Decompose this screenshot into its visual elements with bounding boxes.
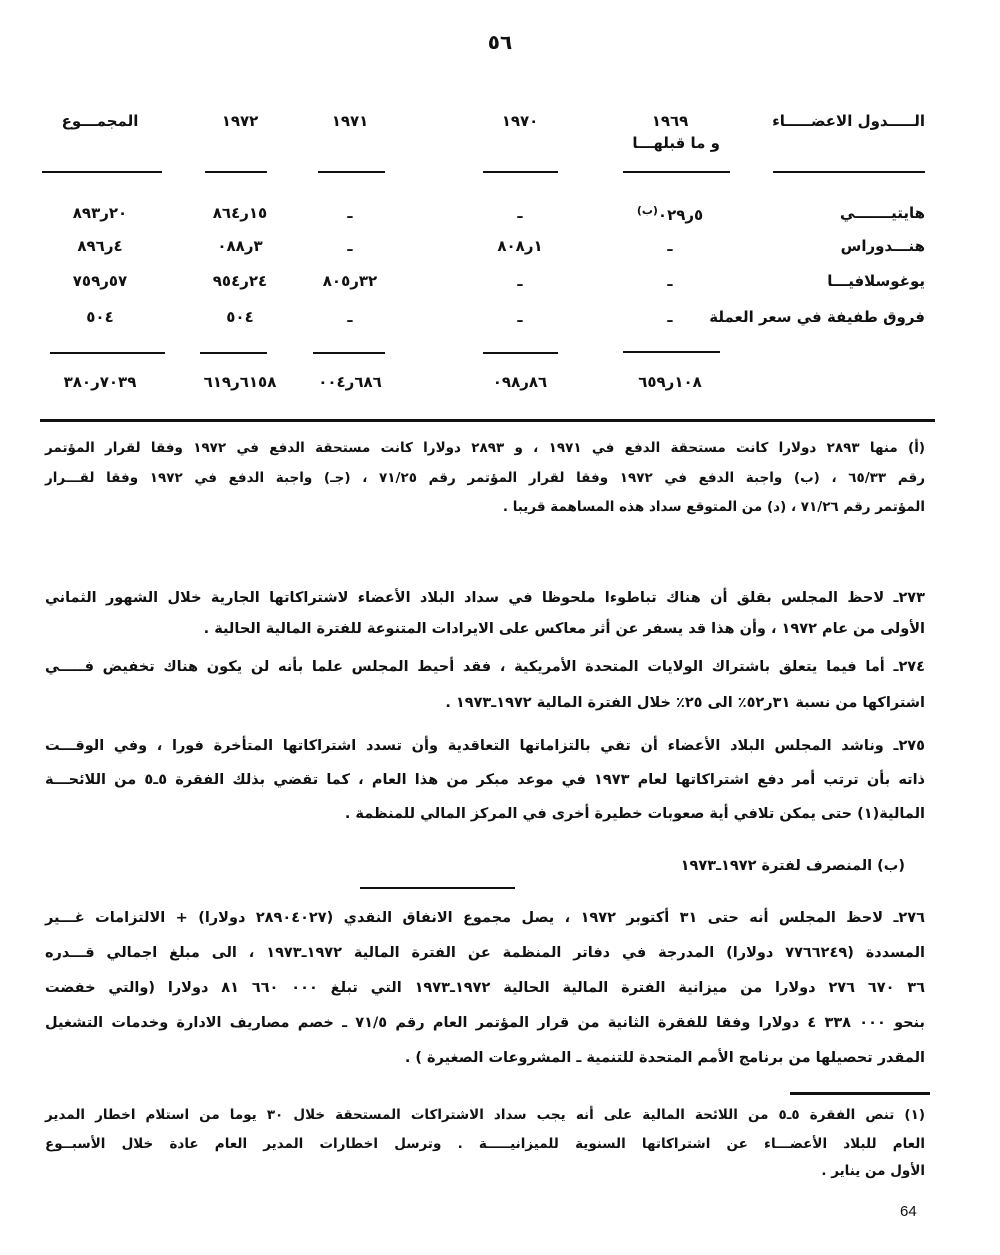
paragraph-274: اشتراكها من نسبة ٣١ر٥٢٪ الى ٢٥٪ خلال الفترة المالية ١٩٧٢ـ١٩٧٣ . (445, 695, 925, 711)
total-1970: ٨٦ر٠٩٨ (492, 373, 548, 391)
table-note: (أ) منها ٢٨٩٣ دولارا كانت مستحقة الدفع في ١٩٧١ ، و ٢٨٩٣ دولارا كانت مستحقة الدفع في ١٩٧٢ وفقا لقرار المؤتمر (45, 440, 926, 456)
cell-1969: ـ (667, 272, 673, 290)
cell-1972: ٥٠٤ (226, 308, 254, 326)
paragraph-276: ٢٧٦ـ لاحظ المجلس أنه حتى ٣١ أكتوبر ١٩٧٢ ، يصل مجموع الانفاق النقدي (٢٨٩٠٤٠٢٧ دولارا) + الالتزامات غـــير (45, 910, 925, 926)
header-1969-sub: و ما قبلهـــا (632, 134, 720, 152)
cell-1972: ٢٤ر٩٥٤ (212, 272, 268, 290)
cell-1971: ـ (347, 308, 353, 326)
row-name: فروق طفيفة في سعر العملة (709, 308, 925, 326)
header-rule (773, 171, 925, 173)
page-number: ٥٦ (487, 30, 513, 54)
total-rule (623, 351, 720, 353)
cell-1969: ـ (667, 308, 673, 326)
paragraph-275: ذاته بأن ترتب أمر دفع اشتراكاتها لعام ١٩٧٣ في موعد مبكر من هذا العام ، كما تقضي بذلك الفقرة ٥ـ٥ من اللائحـــة (45, 772, 925, 788)
paragraph-275: ٢٧٥ـ وناشد المجلس البلاد الأعضاء أن تفي بالتزاماتها التعاقدية وأن تسدد اشتراكاتها المتأخرة فورا ، وفي الوقـــت (45, 738, 925, 754)
footnote-divider (790, 1092, 930, 1095)
total-rule (483, 352, 558, 354)
section-divider (40, 419, 935, 422)
cell-total: ٥٧ر٧٥٩ (72, 272, 128, 290)
cell-1971: ـ (347, 204, 353, 222)
cell-1970: ـ (517, 308, 523, 326)
cell-total: ٤ر٨٩٦ (77, 237, 123, 255)
footnote: الأول من يناير . (821, 1163, 925, 1179)
header-1971: ١٩٧١ (331, 112, 369, 130)
cell-1971: ـ (347, 237, 353, 255)
cell-1970: ـ (517, 204, 523, 222)
cell-total: ٥٠٤ (86, 308, 114, 326)
paragraph-275: المالية(١) حتى يمكن تلافي أية صعوبات خطيرة أخرى في المركز المالي للمنظمة . (344, 806, 925, 822)
total-1972: ٦١٥٨ر٦١٩ (203, 373, 277, 391)
cell-1972: ١٥ر٨٦٤ (212, 204, 268, 222)
total-rule (50, 352, 165, 354)
cell-1969: ٥ر٠٢٩ (657, 206, 704, 224)
total-sum: ٧٠٣٩ر٣٨٠ (63, 373, 137, 391)
section-heading: (ب) المنصرف لفترة ١٩٧٢ـ١٩٧٣ (680, 858, 905, 874)
header-members: الـــــدول الاعضـــــاء (772, 112, 925, 130)
cell-1969: ـ (667, 237, 673, 255)
cell-1970: ١ر٨٠٨ (497, 237, 543, 255)
cell-1971: ٣٢ر٨٠٥ (322, 272, 378, 290)
header-rule (623, 171, 730, 173)
row-name: هايتيـــــــي (840, 204, 925, 222)
paragraph-276: ٣٦ ٦٧٠ ٢٧٦ دولارا من ميزانية الفترة المالية الحالية ١٩٧٢ـ١٩٧٣ التي تبلغ ٠٠٠ ٦٦٠ ٨١ دولارا (والتي خفضت (45, 980, 925, 996)
heading-underline (360, 887, 515, 889)
footnote: (١) تنص الفقرة ٥ـ٥ من اللائحة المالية على أنه يجب سداد الاشتراكات المستحقة خلال ٣٠ يوما من استلام اخطار المدير (45, 1107, 926, 1123)
footnote-marker: (ب) (636, 204, 658, 217)
paragraph-273: الأولى من عام ١٩٧٢ ، وأن هذا قد يسفر عن أثر معاكس على الايرادات المتنوعة للفترة المالية الحالية . (203, 621, 925, 637)
total-1971: ٦٨٦ر٠٠٤ (318, 373, 382, 391)
header-1969: ١٩٦٩ (651, 112, 689, 130)
header-rule (318, 171, 385, 173)
total-rule (313, 352, 385, 354)
header-rule (42, 171, 162, 173)
paragraph-273: ٢٧٣ـ لاحظ المجلس بقلق أن هناك تباطوءا ملحوظا في سداد البلاد الأعضاء لاشتراكاتها الجارية خلال الشهور الثماني (45, 590, 925, 606)
cell-1970: ـ (517, 272, 523, 290)
header-total: المجمـــوع (61, 112, 139, 130)
paragraph-276: المقدر تحصيلها من برنامج الأمم المتحدة للتنمية ـ المشروعات الصغيرة ) . (404, 1050, 925, 1066)
folio-number: 64 (900, 1203, 917, 1220)
paragraph-276: المسددة (٧٧٦٦٢٤٩ دولارا) المدرجة في دفاتر المنظمة عن الفترة المالية ١٩٧٢ـ١٩٧٣ ، الى مبلغ اجمالي قـــدره (45, 945, 925, 961)
cell-1972: ٣ر٠٨٨ (217, 237, 263, 255)
paragraph-276: بنحو ٠٠٠ ٣٣٨ ٤ دولارا وفقا للفقرة الثانية من قرار المؤتمر العام رقم ٧١/٥ ـ خصم مصاريف الادارة وخدمات التشغيل (45, 1015, 925, 1031)
footnote: العام للبلاد الأعضـــاء عن اشتراكاتها السنوية للميزانيـــــة . وترسل اخطارات المدير العام عادة خلال الأسبــوع (45, 1136, 925, 1152)
paragraph-274: ٢٧٤ـ أما فيما يتعلق باشتراك الولايات المتحدة الأمريكية ، فقد أحيط المجلس علما بأنه لن يكون هناك تخفيض فـــــي (45, 659, 925, 675)
table-note: المؤتمر رقم ٧١/٢٦ ، (د) من المتوقع سداد هذه المساهمة قريبا . (502, 499, 925, 515)
header-rule (483, 171, 558, 173)
total-rule (200, 352, 267, 354)
header-rule (205, 171, 267, 173)
total-1969: ١٠٨ر٦٥٩ (638, 373, 702, 391)
row-name: يوغوسلافيـــا (827, 272, 925, 290)
cell-total: ٢٠ر٨٩٣ (72, 204, 128, 222)
header-1972: ١٩٧٢ (221, 112, 259, 130)
row-name: هنـــدوراس (840, 237, 925, 255)
header-1970: ١٩٧٠ (501, 112, 539, 130)
table-note: رقم ٦٥/٣٣ ، (ب) واجبة الدفع في ١٩٧٢ وفقا لقرار المؤتمر رقم ٧١/٢٥ ، (جـ) واجبة الدفع في ١٩٧٢ وفقا لقـــرار (45, 470, 926, 486)
